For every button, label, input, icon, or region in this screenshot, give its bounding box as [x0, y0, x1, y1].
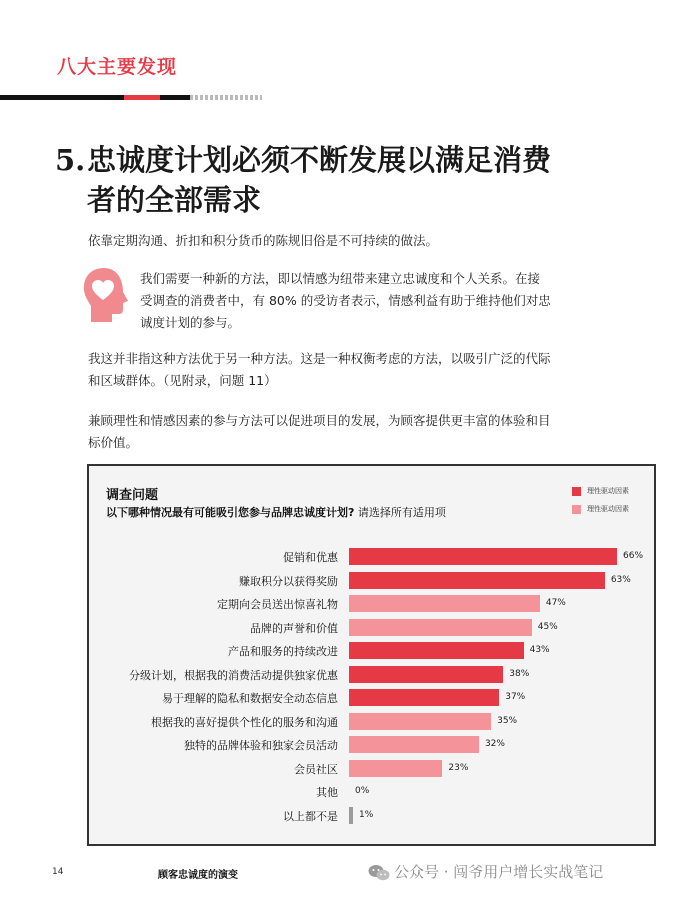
stripe-grey — [190, 95, 262, 100]
bar-value-label: 66% — [623, 551, 644, 561]
bar-value-label: 45% — [537, 621, 558, 632]
bar-label: 独特的品牌体验和独家会员活动 — [184, 739, 338, 752]
bar-label: 赚取积分以获得奖励 — [239, 574, 338, 588]
bar — [349, 619, 532, 636]
legend-label-2: 理性驱动因素 — [587, 505, 629, 513]
intro-text: 依靠定期沟通、折扣和积分货币的陈规旧俗是不可持续的做法。 — [88, 233, 439, 248]
bar-label: 促销和优惠 — [283, 551, 338, 564]
bar-value-label: 47% — [545, 598, 566, 608]
bar-label: 品牌的声誉和价值 — [250, 621, 338, 635]
quote-line-1: 我们需要一种新的方法，即以情感为纽带来建立忠诚度和个人关系。在接 — [140, 271, 541, 286]
bar — [349, 736, 479, 753]
page-title — [55, 140, 615, 220]
para3-line-1: 兼顾理性和情感因素的参与方法可以促进项目的发展，为顾客提供更丰富的体验和目 — [88, 413, 551, 428]
bar — [349, 548, 617, 565]
bar-value-label: 63% — [610, 574, 631, 585]
bar-value-label: 0% — [355, 786, 370, 796]
bar — [349, 595, 540, 612]
chart-question-bold: 以下哪种情况最有可能吸引您参与品牌忠诚度计划? — [106, 506, 355, 519]
title-number: 5. — [55, 143, 86, 177]
wechat-icon — [368, 864, 390, 882]
bar-value-label: 35% — [497, 715, 518, 726]
stripe-black — [0, 95, 124, 100]
bar — [349, 689, 499, 706]
bar — [349, 807, 353, 824]
bar — [349, 713, 491, 730]
bar-value-label: 32% — [484, 739, 505, 749]
bar-value-label: 38% — [509, 668, 530, 679]
head-heart-icon — [82, 266, 130, 324]
chart-question-rest: 请选择所有适用项 — [354, 506, 446, 519]
legend-item-2 — [572, 504, 629, 514]
bar-label: 会员社区 — [294, 762, 338, 776]
bar — [349, 642, 524, 659]
bar-value-label: 43% — [529, 645, 550, 655]
quote-line-2: 受调查的消费者中，有 80% 的受访者表示，情感利益有助于维持他们对忠 — [140, 293, 551, 308]
para2-line-1: 我这并非指这种方法优于另一种方法。这是一种权衡考虑的方法，以吸引广泛的代际 — [88, 351, 551, 366]
watermark-text: 公众号 · 闯爷用户增长实战笔记 — [394, 863, 604, 881]
bar — [349, 760, 442, 777]
header-stripe — [0, 95, 262, 100]
bar-label: 分级计划，根据我的消费活动提供独家优惠 — [129, 668, 338, 682]
bar-value-label: 23% — [448, 762, 469, 773]
bar-label: 产品和服务的持续改进 — [228, 645, 338, 658]
stripe-red — [124, 95, 160, 100]
bar-label: 易于理解的隐私和数据安全动态信息 — [162, 692, 338, 705]
bar-value-label: 1% — [359, 809, 374, 820]
bar — [349, 572, 605, 589]
bar-label: 以上都不是 — [283, 809, 338, 823]
title-line1: 忠诚度计划必须不断发展以满足消费 — [87, 143, 552, 177]
title-line2: 者的全部需求 — [87, 183, 262, 217]
bar-label: 定期向会员送出惊喜礼物 — [217, 598, 338, 611]
chart-heading: 调查问题 — [106, 488, 159, 503]
legend-swatch-1 — [572, 487, 581, 496]
footer-doc-title: 顾客忠诚度的演变 — [158, 870, 238, 881]
survey-chart — [87, 464, 656, 846]
quote-line-3: 诚度计划的参与。 — [140, 315, 241, 330]
para3-line-2: 标价值。 — [88, 435, 139, 450]
para2-line-2: 和区域群体。（见附录，问题 11） — [88, 373, 277, 388]
section-label: 八大主要发现 — [57, 56, 178, 78]
watermark — [368, 861, 603, 882]
chart-question — [106, 504, 446, 520]
bar-label: 根据我的喜好提供个性化的服务和沟通 — [151, 715, 338, 729]
legend-item-1 — [572, 486, 629, 496]
bar-value-label: 37% — [505, 692, 526, 702]
stripe-black-2 — [160, 95, 190, 100]
legend-swatch-2 — [572, 505, 581, 514]
legend-label-1: 理性驱动因素 — [587, 487, 629, 495]
bar-label: 其他 — [316, 786, 338, 799]
page-number: 14 — [52, 867, 64, 877]
bar — [349, 666, 503, 683]
